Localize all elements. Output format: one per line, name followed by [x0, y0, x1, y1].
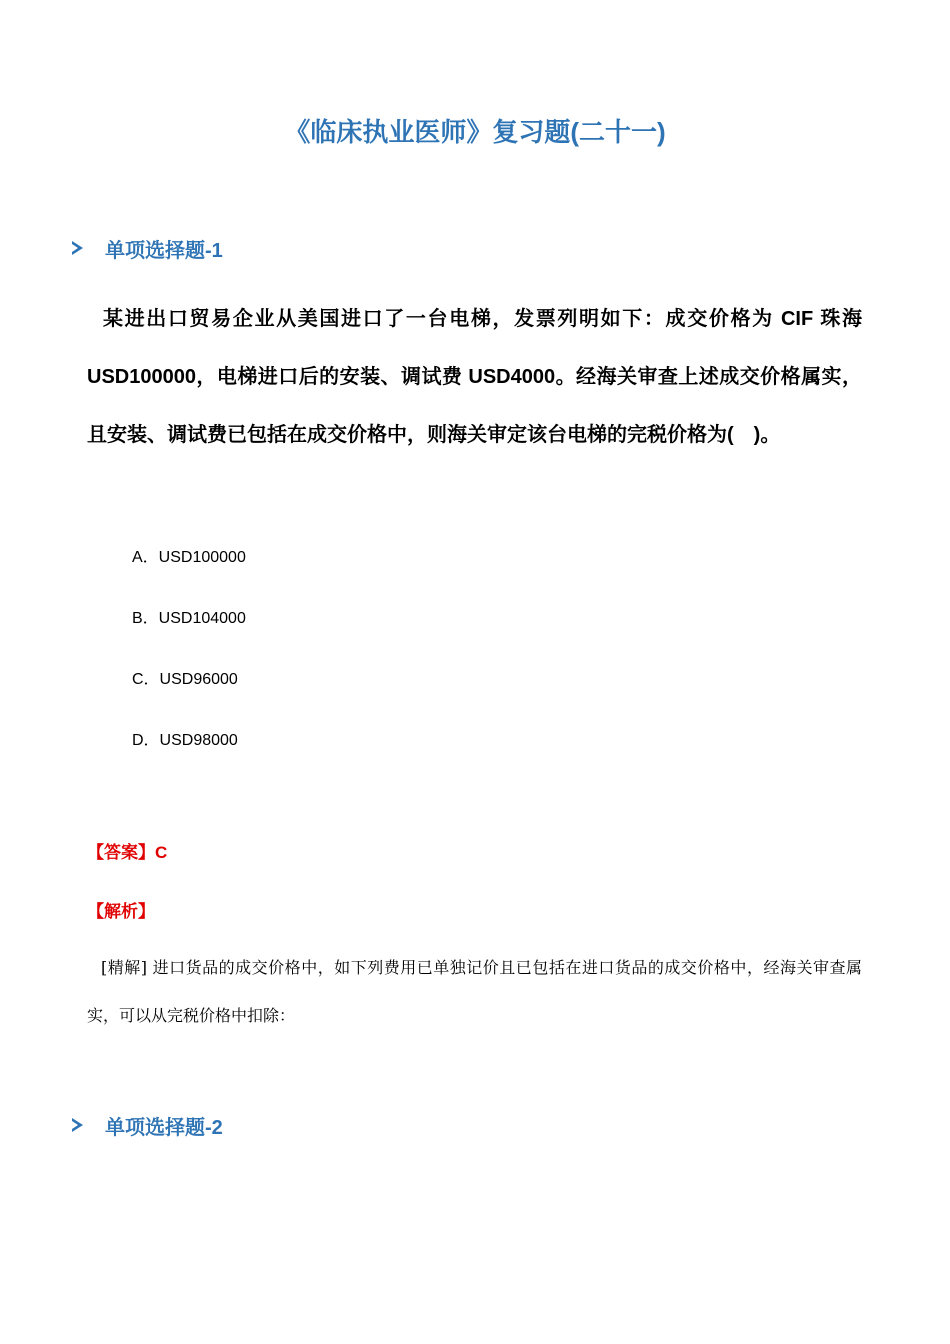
option-c: C．USD96000 [132, 671, 238, 688]
section-label: 单项选择题-1 [105, 239, 223, 262]
answer-label: 【答案】C [87, 843, 168, 862]
question-text: 某进出口贸易企业从美国进口了一台电梯，发票列明如下：成交价格为 CIF 珠海 USD100000，电梯进口后的安装、调试费 USD4000。经海关审查上述成交价格属实，且安装、调试费已包括在成交价格中，则海关审定该台电梯的完税价格为( )。 [87, 308, 862, 446]
arrow-right-icon [72, 1118, 83, 1132]
section-heading-1 [72, 233, 223, 263]
option-list [132, 538, 832, 782]
arrow-right-icon [72, 241, 83, 255]
analysis-label: 【解析】 [87, 902, 155, 921]
section-heading-2 [72, 1110, 223, 1140]
page-title: 《临床执业医师》复习题(二十一) [284, 117, 666, 147]
option-a: A．USD100000 [132, 549, 246, 566]
option-b: B．USD104000 [132, 610, 246, 627]
analysis-text: [精解] 进口货品的成交价格中，如下列费用已单独记价且已包括在进口货品的成交价格中，经海关审查属实，可以从完税价格中扣除： [87, 958, 862, 1025]
option-d: D．USD98000 [132, 732, 238, 749]
section-label: 单项选择题-2 [105, 1116, 223, 1139]
